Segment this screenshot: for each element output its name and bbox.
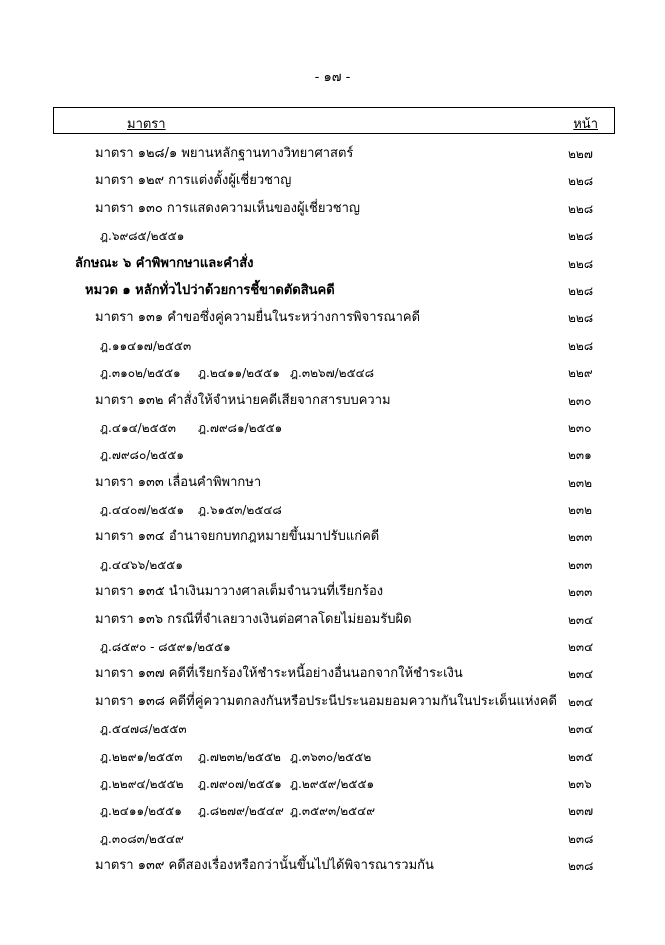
entry-title: มาตรา ๑๓๕ นำเงินมาวางศาลเต็มจำนวนที่เรียกร้อง bbox=[95, 584, 384, 600]
entry-page: ๒๓๑ bbox=[568, 448, 592, 463]
entry-title: มาตรา ๑๓๖ กรณีที่จำเลยวางเงินต่อศาลโดยไม่ยอมรับผิด bbox=[95, 611, 412, 627]
entry-page: ๒๓๗ bbox=[568, 804, 594, 819]
section-row bbox=[0, 170, 665, 197]
case-ref: ฎ.๓๒๖๗/๒๕๔๘ bbox=[290, 366, 374, 381]
section-row bbox=[0, 581, 665, 608]
case-row bbox=[0, 636, 665, 663]
section-row bbox=[0, 526, 665, 553]
entry-page: ๒๓๕ bbox=[568, 749, 594, 764]
header-page-label: หน้า bbox=[573, 117, 598, 132]
entry-page: ๒๒๗ bbox=[568, 147, 593, 161]
case-ref: ฎ.๗๒๓๒/๒๕๕๒ bbox=[198, 749, 281, 764]
entry-page: ๒๒๘ bbox=[568, 283, 594, 298]
entry-title: หมวด ๑ หลักทั่วไปว่าด้วยการชี้ขาดตัดสินคดี bbox=[85, 282, 335, 298]
entry-page: ๒๓๔ bbox=[568, 612, 594, 627]
entry-page: ๒๒๘ bbox=[568, 256, 594, 271]
case-ref: ฎ.๑๑๔๑๗/๒๕๕๓ bbox=[100, 338, 192, 353]
entry-page: ๒๒๘ bbox=[568, 174, 594, 189]
page-number: - ๑๗ - bbox=[314, 70, 351, 85]
entry-page: ๒๒๘ bbox=[568, 229, 594, 244]
section-row bbox=[0, 307, 665, 334]
entry-page: ๒๓๐ bbox=[568, 420, 592, 435]
toc-header bbox=[53, 107, 615, 134]
entry-page: ๒๒๘ bbox=[568, 338, 594, 353]
case-ref: ฎ.๒๔๑๑/๒๕๕๑ bbox=[100, 804, 182, 819]
section-group-row bbox=[0, 280, 665, 307]
toc-list bbox=[0, 143, 665, 883]
case-ref: ฎ.๗๙๘๐/๒๕๕๑ bbox=[100, 448, 184, 463]
case-row bbox=[0, 417, 665, 444]
case-ref: ฎ.๒๔๑๑/๒๕๕๑ bbox=[198, 366, 280, 381]
section-row bbox=[0, 609, 665, 636]
case-ref: ฎ.๕๔๗๘/๒๕๕๓ bbox=[100, 722, 187, 737]
entry-page: ๒๒๘ bbox=[568, 201, 594, 216]
entry-page: ๒๒๘ bbox=[568, 311, 594, 326]
case-row bbox=[0, 800, 665, 827]
entry-page: ๒๓๔ bbox=[568, 694, 594, 709]
entry-page: ๒๓๔ bbox=[568, 722, 594, 737]
entry-title: มาตรา ๑๓๑ คำขอซึ่งคู่ความยื่นในระหว่างการพิจารณาคดี bbox=[95, 310, 421, 326]
entry-page: ๒๓๐ bbox=[568, 393, 592, 408]
entry-page: ๒๓๓ bbox=[568, 530, 593, 545]
entry-title: มาตรา ๑๒๘/๑ พยานหลักฐานทางวิทยาศาสตร์ bbox=[95, 146, 354, 161]
case-row bbox=[0, 362, 665, 389]
case-ref: ฎ.๖๑๕๓/๒๕๔๘ bbox=[198, 503, 282, 518]
case-row bbox=[0, 499, 665, 526]
case-ref: ฎ.๘๒๗๙/๒๕๔๙ bbox=[198, 804, 284, 819]
entry-page: ๒๓๔ bbox=[568, 640, 594, 655]
case-ref: ฎ.๓๐๘๓/๒๕๔๙ bbox=[100, 831, 184, 846]
entry-page: ๒๒๙ bbox=[568, 366, 593, 381]
case-ref: ฎ.๗๙๐๗/๒๕๕๑ bbox=[198, 776, 282, 791]
case-ref: ฎ.๖๙๘๕/๒๕๕๑ bbox=[100, 229, 185, 244]
entry-title: มาตรา ๑๓๘ คดีที่คู่ความตกลงกันหรือประนีประนอมยอมความกันในประเด็นแห่งคดี bbox=[95, 693, 557, 709]
case-row bbox=[0, 828, 665, 855]
entry-page: ๒๓๒ bbox=[568, 475, 593, 490]
entry-title: มาตรา ๑๒๙ การแต่งตั้งผู้เชี่ยวชาญ bbox=[95, 173, 292, 189]
entry-title: มาตรา ๑๓๓ เลื่อนคำพิพากษา bbox=[95, 474, 262, 490]
case-ref: ฎ.๒๒๙๔/๒๕๕๒ bbox=[100, 776, 184, 791]
chapter-row bbox=[0, 253, 665, 280]
case-ref: ฎ.๒๒๙๑/๒๕๕๓ bbox=[100, 749, 183, 764]
case-ref: ฎ.๓๕๙๓/๒๕๔๙ bbox=[290, 804, 376, 819]
header-section-label: มาตรา bbox=[127, 117, 166, 132]
entry-page: ๒๓๔ bbox=[568, 667, 594, 682]
section-row bbox=[0, 855, 665, 882]
entry-title: ลักษณะ ๖ คำพิพากษาและคำสั่ง bbox=[75, 255, 254, 271]
section-row bbox=[0, 143, 665, 170]
entry-page: ๒๓๒ bbox=[568, 503, 593, 518]
entry-title: มาตรา ๑๓๗ คดีที่เรียกร้องให้ชำระหนี้อย่างอื่นนอกจากให้ชำระเงิน bbox=[95, 666, 463, 682]
case-row bbox=[0, 444, 665, 471]
section-row bbox=[0, 472, 665, 499]
case-ref: ฎ.๔๔๐๗/๒๕๕๑ bbox=[100, 503, 185, 518]
case-ref: ฎ.๔๑๔/๒๕๕๓ bbox=[100, 420, 176, 435]
entry-title: มาตรา ๑๓๐ การแสดงความเห็นของผู้เชี่ยวชาญ bbox=[95, 200, 360, 216]
section-row bbox=[0, 691, 665, 718]
section-row bbox=[0, 663, 665, 690]
case-ref: ฎ.๔๔๖๖/๒๕๕๑ bbox=[100, 557, 184, 572]
case-row bbox=[0, 554, 665, 581]
case-row bbox=[0, 335, 665, 362]
case-ref: ฎ.๘๕๙๐ - ๘๕๙๑/๒๕๕๑ bbox=[100, 640, 231, 655]
entry-title: มาตรา ๑๓๒ คำสั่งให้จำหน่ายคดีเสียจากสารบบความ bbox=[95, 392, 391, 408]
case-ref: ฎ.๓๖๓๐/๒๕๕๒ bbox=[290, 749, 372, 764]
case-ref: ฎ.๓๑๐๒/๒๕๕๑ bbox=[100, 366, 181, 381]
case-row bbox=[0, 225, 665, 252]
entry-page: ๒๓๓ bbox=[568, 557, 593, 572]
section-row bbox=[0, 390, 665, 417]
case-row bbox=[0, 718, 665, 745]
entry-page: ๒๓๖ bbox=[568, 776, 592, 791]
entry-page: ๒๓๘ bbox=[568, 831, 594, 846]
section-row bbox=[0, 198, 665, 225]
entry-title: มาตรา ๑๓๔ อำนาจยกบทกฎหมายขึ้นมาปรับแก่คดี bbox=[95, 529, 380, 545]
entry-page: ๒๓๘ bbox=[568, 859, 594, 874]
entry-page: ๒๓๓ bbox=[568, 585, 593, 600]
case-row bbox=[0, 746, 665, 773]
case-row bbox=[0, 773, 665, 800]
case-ref: ฎ.๒๙๕๙/๒๕๕๑ bbox=[290, 776, 375, 791]
entry-title: มาตรา ๑๓๙ คดีสองเรื่องหรือกว่านั้นขึ้นไปได้พิจารณารวมกัน bbox=[95, 858, 434, 874]
case-ref: ฎ.๗๙๘๑/๒๕๕๑ bbox=[198, 420, 283, 435]
